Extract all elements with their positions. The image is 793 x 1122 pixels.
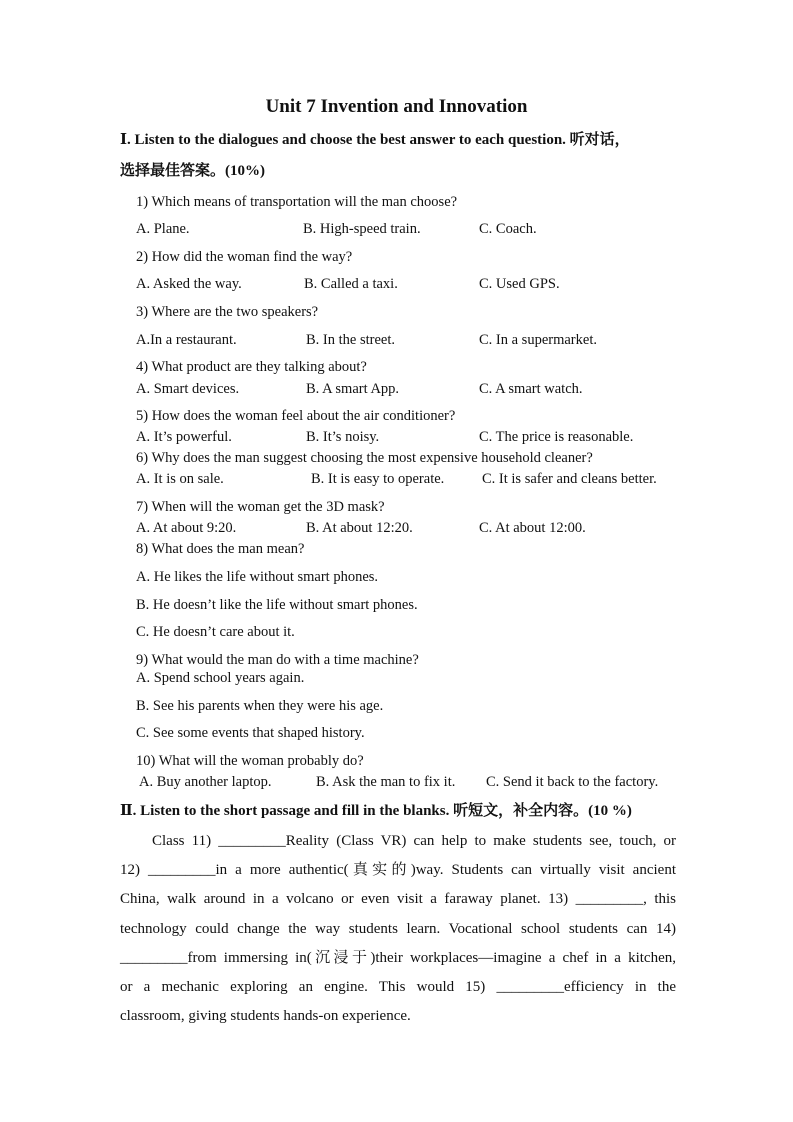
question-8: 8) What does the man mean? — [136, 541, 305, 557]
question-8-option-c: C. He doesn’t care about it. — [136, 624, 295, 640]
section-1-heading-line-1: Ⅰ. Listen to the dialogues and choose the best answer to each question. 听对话， — [120, 132, 630, 148]
option-c: C. In a supermarket. — [479, 332, 597, 348]
option-b: B. A smart App. — [306, 381, 400, 397]
passage-line: China, walk around in a volcano or even visit a faraway planet. 13) _________, this — [120, 891, 676, 908]
option-c: C. It is safer and cleans better. — [482, 471, 657, 487]
question-2: 2) How did the woman find the way? — [136, 249, 353, 265]
question-9-option-b: B. See his parents when they were his age. — [136, 698, 384, 714]
question-4: 4) What product are they talking about? — [136, 359, 367, 375]
option-b: B. Ask the man to fix it. — [316, 774, 456, 790]
question-6: 6) Why does the man suggest choosing the most expensive household cleaner? — [136, 450, 593, 466]
question-1: 1) Which means of transportation will the man choose? — [136, 194, 458, 210]
option-a: A. Asked the way. — [136, 276, 242, 292]
question-5: 5) How does the woman feel about the air conditioner? — [136, 408, 456, 424]
question-8-option-b: B. He doesn’t like the life without smart phones. — [136, 597, 418, 613]
passage-line: technology could change the way students learn. Vocational school students can 14) — [120, 920, 676, 937]
option-c: C. The price is reasonable. — [479, 429, 634, 445]
passage-line: _________from immersing in(沉浸于)their workplaces—imagine a chef in a kitchen, — [120, 949, 676, 966]
passage — [120, 827, 676, 1031]
question-8-option-a: A. He likes the life without smart phones. — [136, 569, 379, 585]
option-a: A. Smart devices. — [136, 381, 240, 397]
passage-line: Class 11) _________Reality (Class VR) can help to make students see, touch, or — [152, 833, 676, 849]
option-b: B. High-speed train. — [303, 221, 421, 237]
option-a: A. It’s powerful. — [136, 429, 232, 445]
option-a: A. Plane. — [136, 221, 190, 237]
option-b: B. In the street. — [306, 332, 395, 348]
question-10: 10) What will the woman probably do? — [136, 753, 364, 769]
option-b: B. It’s noisy. — [306, 429, 380, 445]
option-b: B. At about 12:20. — [306, 520, 413, 536]
option-a: A. At about 9:20. — [136, 520, 237, 536]
option-b: B. It is easy to operate. — [311, 471, 445, 487]
page-title: Unit 7 Invention and Innovation — [265, 96, 528, 117]
section-2-heading: Ⅱ. Listen to the short passage and fill in the blanks. 听短文，补全内容。(10 %) — [120, 803, 632, 819]
option-c: C. A smart watch. — [479, 381, 583, 397]
option-a: A. It is on sale. — [136, 471, 224, 487]
option-c: C. At about 12:00. — [479, 520, 586, 536]
section-1-heading — [120, 125, 680, 187]
question-9-option-a: A. Spend school years again. — [136, 670, 305, 686]
option-a: A.In a restaurant. — [136, 332, 237, 348]
option-b: B. Called a taxi. — [304, 276, 398, 292]
option-c: C. Coach. — [479, 221, 537, 237]
option-a: A. Buy another laptop. — [139, 774, 272, 790]
passage-line: or a mechanic exploring an engine. This would 15) _________efficiency in the — [120, 979, 676, 996]
question-9: 9) What would the man do with a time machine? — [136, 652, 419, 668]
option-c: C. Used GPS. — [479, 276, 560, 292]
passage-line: 12) _________in a more authentic(真实的)way. Students can virtually visit ancient — [120, 862, 676, 879]
option-c: C. Send it back to the factory. — [486, 774, 659, 790]
question-7: 7) When will the woman get the 3D mask? — [136, 499, 385, 515]
question-9-option-c: C. See some events that shaped history. — [136, 725, 365, 741]
question-3: 3) Where are the two speakers? — [136, 304, 319, 320]
passage-line: classroom, giving students hands-on experience. — [120, 1008, 411, 1025]
section-1-heading-line-2: 选择最佳答案。(10%) — [120, 163, 265, 179]
